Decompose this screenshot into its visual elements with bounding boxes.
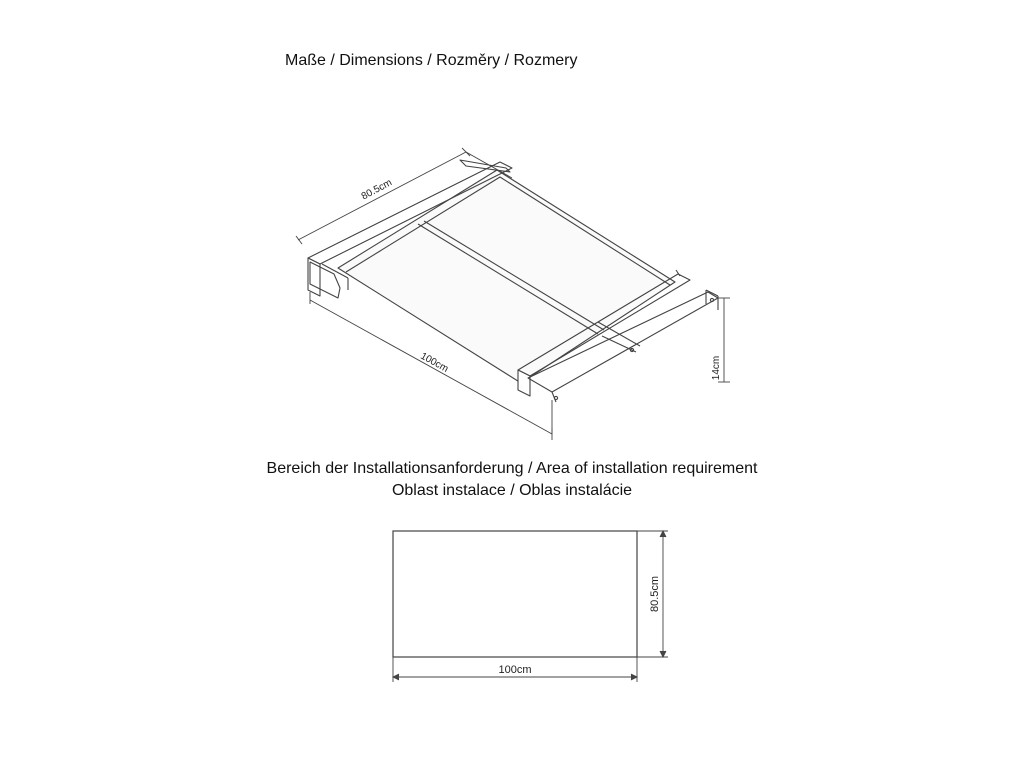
installation-area-rect: [393, 531, 637, 657]
depth-dimension-label: 80.5cm: [359, 177, 394, 203]
width-dimension-label: 100cm: [418, 350, 451, 375]
installation-heading-line2: Oblast instalace / Oblas instalácie: [391, 482, 633, 499]
area-width-label: 100cm: [498, 664, 532, 676]
installation-area-heading: [0, 458, 1024, 502]
height-dimension-label: 14cm: [711, 355, 722, 381]
page-title: Maße / Dimensions / Rozměry / Rozmery: [285, 52, 578, 69]
area-height-label: 80.5cm: [649, 575, 661, 613]
installation-heading-line1: Bereich der Installationsanforderung / Area of installation requirement: [266, 460, 758, 477]
